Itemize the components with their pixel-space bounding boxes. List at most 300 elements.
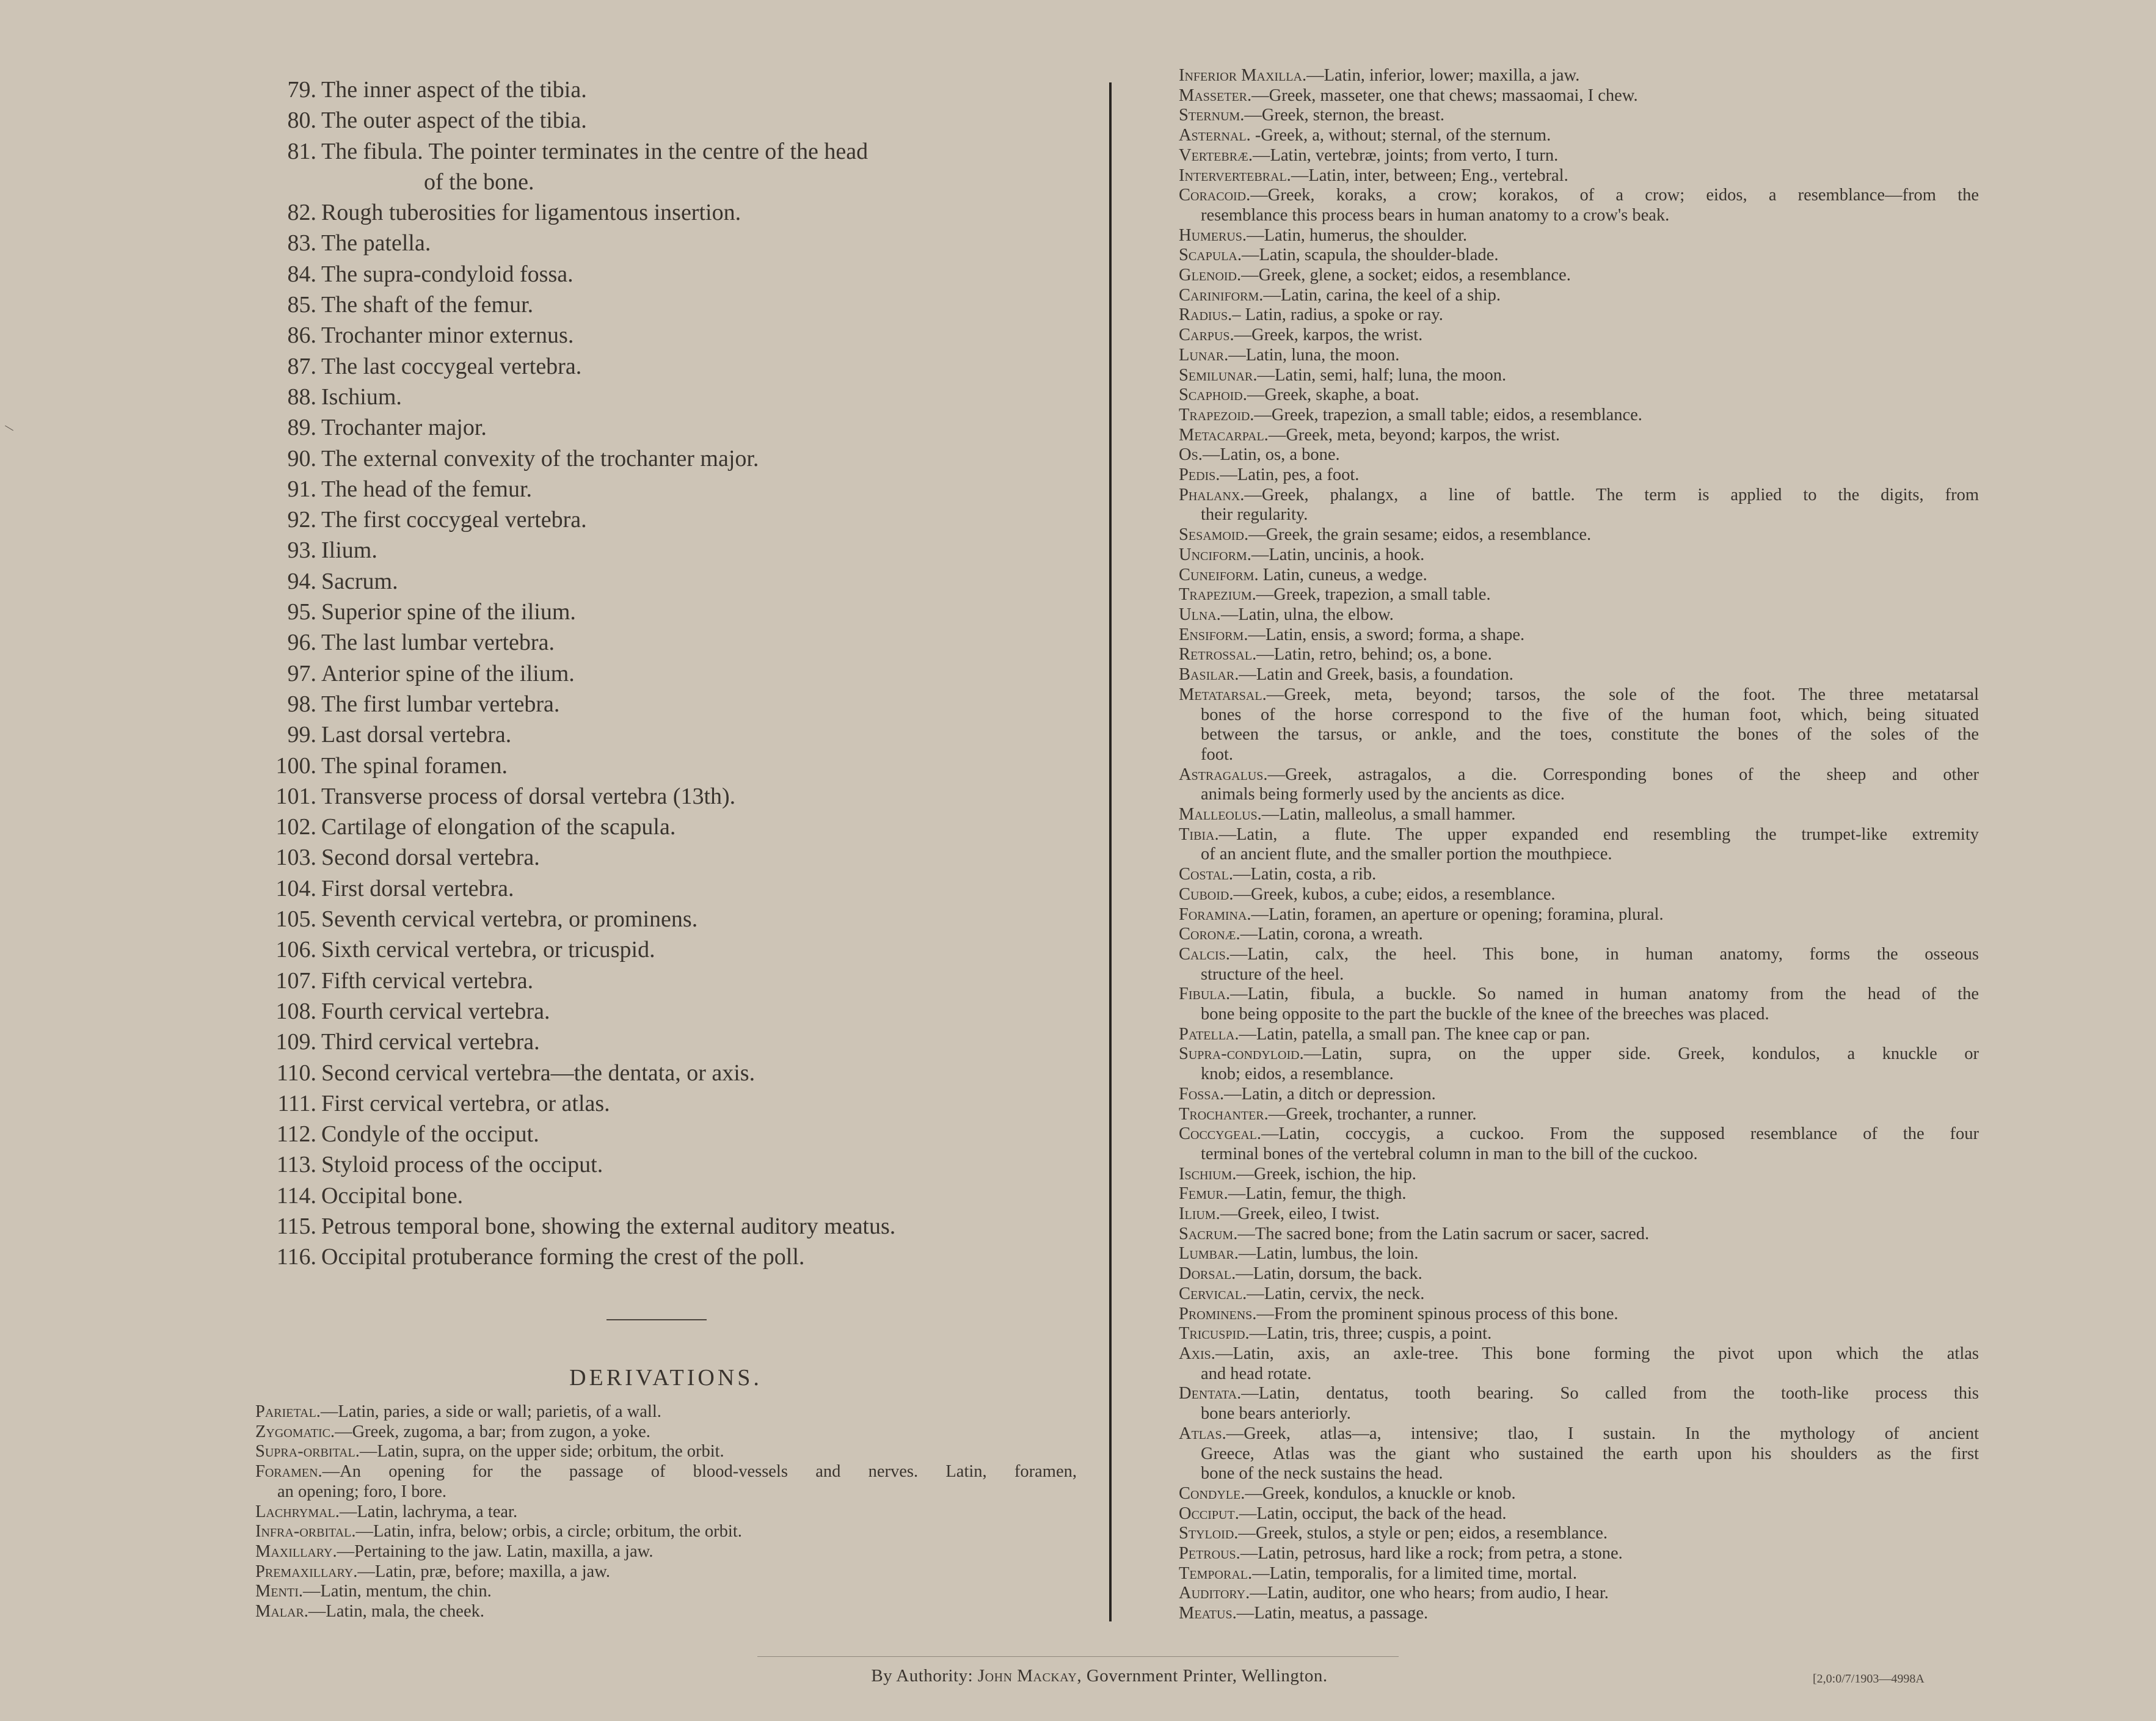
- list-item-number: 80.: [287, 107, 316, 134]
- numbered-list: [238, 75, 1105, 1273]
- list-item: [238, 996, 1105, 1027]
- derivation-entry: [1179, 1584, 1979, 1604]
- list-item-number: 91.: [287, 476, 316, 502]
- derivation-term: Atlas.: [1179, 1424, 1226, 1443]
- list-item: [238, 535, 1105, 566]
- derivation-line: [1179, 1444, 1979, 1464]
- list-item-text: Ischium.: [321, 384, 402, 410]
- derivation-entry: [1179, 765, 1979, 805]
- derivation-text: —Greek, sternon, the breast.: [1244, 106, 1445, 125]
- derivation-text: —Greek, phalangx, a line of battle. The term is applied to the digits, from: [1244, 485, 1979, 504]
- derivation-line: [1179, 146, 1979, 166]
- derivation-line: [1179, 765, 1979, 785]
- derivation-text: —Latin, lumbus, the loin.: [1238, 1244, 1419, 1264]
- derivation-line: [1179, 1025, 1979, 1045]
- derivation-term: Prominens.: [1179, 1304, 1257, 1323]
- derivation-term: Sternum.: [1179, 106, 1245, 125]
- derivation-term: Glenoid.: [1179, 266, 1242, 285]
- derivation-line: [1179, 645, 1979, 665]
- derivation-term: Radius.: [1179, 305, 1233, 325]
- derivation-line: [1179, 1424, 1979, 1444]
- printer-footer: [611, 1666, 1588, 1686]
- derivation-entry: [1179, 945, 1979, 984]
- list-item: [238, 658, 1105, 689]
- derivation-text: —Greek, ischion, the hip.: [1236, 1164, 1416, 1184]
- derivation-line: [1179, 1184, 1979, 1204]
- derivation-text: —Latin, femur, the thigh.: [1228, 1184, 1407, 1204]
- derivation-entry: [1179, 1324, 1979, 1344]
- derivation-line: [255, 1462, 1077, 1482]
- list-item: [238, 382, 1105, 412]
- derivation-line: [1179, 1244, 1979, 1264]
- derivation-entry: [1179, 366, 1979, 386]
- derivation-line: [1179, 705, 1979, 726]
- list-item-text: Condyle of the occiput.: [321, 1121, 539, 1148]
- derivation-line: [255, 1402, 1077, 1422]
- derivation-line: [255, 1582, 1077, 1602]
- list-item-number: 112.: [276, 1121, 316, 1148]
- derivation-term: Premaxillary.: [255, 1562, 358, 1581]
- section-divider: [606, 1319, 707, 1320]
- derivation-text: of an ancient flute, and the smaller portion the mouthpiece.: [1201, 845, 1612, 864]
- list-item: [238, 75, 1105, 105]
- stray-mark: \: [2, 421, 16, 435]
- derivation-term: Cuboid.: [1179, 884, 1234, 904]
- derivation-entry: [1179, 925, 1979, 945]
- derivation-text: —Greek, zugoma, a bar; from zugon, a yoke.: [335, 1422, 650, 1441]
- list-item-text: Cartilage of elongation of the scapula.: [321, 814, 676, 840]
- derivation-term: Cariniform.: [1179, 285, 1264, 305]
- list-item-number: 82.: [287, 200, 316, 226]
- derivation-term: Os.: [1179, 445, 1203, 465]
- derivation-text: —Latin, fibula, a buckle. So named in human anatomy from the head of the: [1230, 984, 1979, 1004]
- list-item-text: Second cervical vertebra—the dentata, or axis.: [321, 1060, 756, 1086]
- derivation-entry: [1179, 1025, 1979, 1045]
- list-item-text: The fibula. The pointer terminates in the centre of the head: [321, 138, 869, 164]
- derivation-line: [1179, 66, 1979, 86]
- list-item-number: 102.: [275, 814, 316, 840]
- derivation-text: —Latin, axis, an axle-tree. This bone forming the pivot upon which the atlas: [1215, 1344, 1979, 1363]
- list-item-number: 113.: [276, 1152, 316, 1178]
- derivation-line: [1179, 505, 1979, 525]
- derivation-entry: [1179, 266, 1979, 286]
- derivation-term: Calcis.: [1179, 944, 1230, 964]
- derivation-text: —Latin, dentatus, tooth bearing. So called from the tooth-like process this: [1241, 1384, 1979, 1403]
- derivation-line: [1179, 785, 1979, 805]
- derivation-text: —Greek, eileo, I twist.: [1220, 1204, 1380, 1224]
- list-item-number: 81.: [287, 138, 316, 164]
- derivation-text: structure of the heel.: [1201, 964, 1344, 984]
- derivation-term: Phalanx.: [1179, 485, 1245, 504]
- list-item-text: Third cervical vertebra.: [321, 1029, 540, 1055]
- list-item: [238, 320, 1105, 351]
- derivation-text: —Latin, præ, before; maxilla, a jaw.: [357, 1562, 611, 1581]
- list-item-number: 94.: [287, 568, 316, 594]
- derivation-line: [1179, 1364, 1979, 1384]
- list-item: [238, 228, 1105, 258]
- list-item-text: Anterior spine of the ilium.: [321, 660, 575, 686]
- derivation-text: —Latin, os, a bone.: [1202, 445, 1340, 465]
- derivation-line: [1179, 1224, 1979, 1245]
- derivation-term: Semilunar.: [1179, 365, 1258, 385]
- derivation-line: [1179, 305, 1979, 326]
- derivation-line: [1179, 166, 1979, 186]
- derivation-text: —Greek, stulos, a style or pen; eidos, a resemblance.: [1238, 1524, 1608, 1543]
- derivation-text: —Latin, lachryma, a tear.: [339, 1502, 518, 1521]
- derivation-line: [1179, 566, 1979, 586]
- derivation-entry: [1179, 426, 1979, 446]
- list-item-number: 100.: [275, 752, 316, 779]
- derivation-term: Lachrymal.: [255, 1502, 340, 1521]
- list-item: [238, 689, 1105, 719]
- derivation-line: [1179, 585, 1979, 605]
- derivation-line: [1179, 106, 1979, 126]
- derivation-line: [1179, 1344, 1979, 1364]
- derivation-entry: [1179, 445, 1979, 465]
- derivation-term: Supra-orbital.: [255, 1442, 360, 1461]
- derivation-entry: [1179, 166, 1979, 186]
- derivation-line: [1179, 905, 1979, 925]
- derivation-line: [1179, 186, 1979, 206]
- list-item-text: Occipital bone.: [321, 1182, 464, 1209]
- list-item: [238, 934, 1105, 965]
- derivation-line: [1179, 286, 1979, 306]
- derivation-line: [255, 1522, 1077, 1542]
- derivation-text: an opening; foro, I bore.: [277, 1482, 446, 1501]
- derivation-entry: [1179, 126, 1979, 146]
- derivation-entry: [255, 1582, 1077, 1602]
- derivation-entry: [1179, 585, 1979, 605]
- derivation-line: [1179, 126, 1979, 146]
- derivation-term: Ischium.: [1179, 1164, 1237, 1184]
- list-item-number: 116.: [276, 1244, 316, 1270]
- derivation-text: —Latin, supra, on the upper side. Greek, kondulos, a knuckle or: [1303, 1044, 1979, 1064]
- list-item-number: 88.: [287, 384, 316, 410]
- list-item-text: The patella.: [321, 230, 431, 257]
- list-item: [238, 781, 1105, 812]
- derivation-text: bone being opposite to the part the buckle of the knee of the breeches was placed.: [1201, 1005, 1769, 1024]
- derivation-text: —Greek, trapezion, a small table; eidos, a resemblance.: [1254, 405, 1642, 424]
- derivation-term: Sacrum.: [1179, 1224, 1238, 1243]
- derivation-line: [1179, 885, 1979, 905]
- list-item-text: First dorsal vertebra.: [321, 875, 514, 901]
- derivation-term: Inferior Maxilla.: [1179, 66, 1307, 85]
- derivation-entry: [1179, 1204, 1979, 1224]
- list-item-number: 97.: [287, 660, 316, 686]
- derivation-text: —Latin, pes, a foot.: [1220, 465, 1360, 485]
- derivation-line: [1179, 346, 1979, 366]
- derivation-term: Scaphoid.: [1179, 385, 1247, 405]
- derivation-line: [1179, 326, 1979, 346]
- derivation-text: —Latin, luna, the moon.: [1228, 345, 1400, 365]
- derivation-entry: [255, 1602, 1077, 1622]
- derivation-line: [255, 1482, 1077, 1502]
- list-item: [238, 443, 1105, 474]
- derivation-entry: [1179, 605, 1979, 625]
- derivation-term: Dorsal.: [1179, 1264, 1236, 1284]
- derivation-text: terminal bones of the vertebral column in man to the bill of the cuckoo.: [1201, 1144, 1698, 1163]
- derivation-term: Unciform.: [1179, 545, 1251, 564]
- derivation-entry: [255, 1502, 1077, 1523]
- derivation-line: [1179, 545, 1979, 566]
- derivation-text: knob; eidos, a resemblance.: [1201, 1064, 1394, 1084]
- list-item: [238, 351, 1105, 382]
- derivation-text: —Latin, occiput, the back of the head.: [1239, 1504, 1507, 1523]
- derivation-text: —Latin, patella, a small pan. The knee cap or pan.: [1239, 1024, 1590, 1044]
- derivation-term: Malleolus.: [1179, 805, 1262, 824]
- derivation-text: —Latin, scapula, the shoulder-blade.: [1242, 246, 1499, 265]
- derivation-entry: [1179, 146, 1979, 166]
- list-item-number: 85.: [287, 292, 316, 318]
- derivation-text: —Latin, temporalis, for a limited time, mortal.: [1252, 1563, 1577, 1583]
- derivation-text: —Latin, infra, below; orbis, a circle; orbitum, the orbit.: [355, 1522, 742, 1541]
- derivation-term: Humerus.: [1179, 225, 1247, 245]
- derivation-term: Foramina.: [1179, 904, 1251, 924]
- derivation-text: —Latin, ulna, the elbow.: [1220, 605, 1394, 624]
- derivation-text: —Latin and Greek, basis, a foundation.: [1239, 665, 1513, 685]
- derivation-line: [1179, 965, 1979, 985]
- derivation-line: [1179, 1564, 1979, 1584]
- derivation-line: [1179, 1165, 1979, 1185]
- list-item-text: The first coccygeal vertebra.: [321, 507, 587, 533]
- list-item-text: Seventh cervical vertebra, or prominens.: [321, 906, 698, 933]
- derivation-text: —Greek, the grain sesame; eidos, a resemblance.: [1248, 525, 1592, 545]
- derivation-term: Coccygeal.: [1179, 1124, 1262, 1144]
- list-item-number: 107.: [275, 967, 316, 994]
- derivation-entry: [255, 1522, 1077, 1542]
- derivation-line: [1179, 486, 1979, 506]
- list-item: [238, 1027, 1105, 1057]
- derivation-term: Scapula.: [1179, 246, 1242, 265]
- derivation-term: Masseter.: [1179, 86, 1252, 105]
- derivation-text: —Latin, malleolus, a small hammer.: [1261, 805, 1516, 824]
- derivation-text: —Latin, costa, a rib.: [1233, 865, 1377, 884]
- derivation-text: – Latin, radius, a spoke or ray.: [1232, 305, 1443, 325]
- derivation-entry: [1179, 625, 1979, 646]
- derivation-line: [1179, 465, 1979, 486]
- derivation-entry: [255, 1542, 1077, 1562]
- derivation-line: [1179, 1264, 1979, 1284]
- derivation-term: Ensiform.: [1179, 625, 1248, 644]
- derivation-entry: [1179, 825, 1979, 865]
- list-item-text: The external convexity of the trochanter major.: [321, 445, 759, 471]
- derivation-line: [255, 1422, 1077, 1443]
- derivation-text: —Latin, coccygis, a cuckoo. From the supposed resemblance of the four: [1261, 1124, 1979, 1144]
- derivation-line: [1179, 725, 1979, 745]
- derivation-term: Vertebræ.: [1179, 145, 1253, 165]
- derivation-entry: [1179, 66, 1979, 86]
- derivation-line: [1179, 845, 1979, 865]
- derivation-entry: [1179, 1244, 1979, 1264]
- derivation-term: Trapezium.: [1179, 585, 1256, 605]
- derivation-term: Retrossal.: [1179, 645, 1257, 664]
- derivation-line: [1179, 1504, 1979, 1524]
- derivation-entry: [1179, 1544, 1979, 1564]
- derivation-entry: [1179, 1424, 1979, 1484]
- derivation-term: Supra-condyloid.: [1179, 1044, 1304, 1064]
- derivation-entry: [1179, 406, 1979, 426]
- derivation-term: Metatarsal.: [1179, 685, 1267, 704]
- derivation-term: Trochanter.: [1179, 1104, 1269, 1124]
- derivation-term: Basilar.: [1179, 665, 1239, 685]
- derivation-term: Zygomatic.: [255, 1422, 335, 1441]
- derivation-entry: [1179, 346, 1979, 366]
- derivation-text: —Greek, trochanter, a runner.: [1268, 1104, 1477, 1124]
- derivation-line: [1179, 805, 1979, 825]
- derivation-term: Fossa.: [1179, 1084, 1225, 1104]
- list-item-number: 96.: [287, 630, 316, 656]
- derivation-line: [255, 1602, 1077, 1622]
- derivation-text: —Greek, koraks, a crow; korakos, of a crow; eidos, a resemblance—from the: [1250, 186, 1979, 205]
- derivation-entry: [1179, 86, 1979, 106]
- list-item: [238, 259, 1105, 289]
- derivation-line: [1179, 665, 1979, 685]
- list-item: [238, 504, 1105, 535]
- derivation-entry: [1179, 385, 1979, 406]
- derivation-entry: [1179, 645, 1979, 665]
- list-item-text: Last dorsal vertebra.: [321, 722, 512, 748]
- derivation-text: -Greek, a, without; sternal, of the sternum.: [1250, 126, 1551, 145]
- derivation-text: Greece, Atlas was the giant who sustained the earth upon his shoulders as the first: [1201, 1444, 1979, 1463]
- list-item-number: 79.: [287, 77, 316, 103]
- list-item-text: Occipital protuberance forming the crest of the poll.: [321, 1244, 805, 1270]
- list-item-text: The last coccygeal vertebra.: [321, 353, 582, 379]
- list-item-number: 111.: [277, 1090, 316, 1116]
- derivation-term: Malar.: [255, 1602, 308, 1621]
- derivation-term: Coronæ.: [1179, 925, 1240, 944]
- derivation-line: [1179, 1284, 1979, 1304]
- derivation-term: Foramen.: [255, 1462, 322, 1482]
- derivation-line: [1179, 685, 1979, 705]
- derivation-term: Cuneiform.: [1179, 565, 1259, 584]
- derivation-term: Dentata.: [1179, 1384, 1242, 1403]
- derivation-text: —Latin, vertebræ, joints; from verto, I turn.: [1252, 145, 1559, 165]
- derivation-entry: [1179, 685, 1979, 765]
- derivation-line: [1179, 525, 1979, 545]
- derivation-text: Latin, cuneus, a wedge.: [1258, 565, 1427, 584]
- derivation-line: [1179, 605, 1979, 625]
- derivation-entry: [1179, 1604, 1979, 1624]
- list-item: [238, 1211, 1105, 1242]
- derivation-line: [1179, 86, 1979, 106]
- derivation-entry: [1179, 525, 1979, 545]
- list-item-text: The inner aspect of the tibia.: [321, 77, 587, 103]
- derivation-entry: [1179, 984, 1979, 1024]
- list-item-number: 106.: [275, 937, 316, 963]
- derivation-text: —Latin, meatus, a passage.: [1236, 1604, 1429, 1623]
- derivation-entry: [1179, 106, 1979, 126]
- list-item: [238, 136, 1105, 198]
- derivation-term: Tricuspid.: [1179, 1324, 1250, 1344]
- list-item: [238, 719, 1105, 750]
- derivation-term: Sesamoid.: [1179, 525, 1249, 545]
- list-item: [238, 1058, 1105, 1088]
- derivation-line: [255, 1502, 1077, 1523]
- list-item: [238, 812, 1105, 842]
- list-item: [238, 597, 1105, 627]
- derivation-text: —Latin, auditor, one who hears; from audio, I hear.: [1250, 1584, 1609, 1603]
- column-divider: [1109, 82, 1112, 1621]
- list-item-text: Second dorsal vertebra.: [321, 845, 540, 871]
- derivation-entry: [1179, 1124, 1979, 1164]
- derivation-term: Condyle.: [1179, 1483, 1245, 1503]
- list-item-text: The spinal foramen.: [321, 752, 508, 779]
- list-item-number: 99.: [287, 722, 316, 748]
- derivation-term: Infra-orbital.: [255, 1522, 356, 1541]
- list-item-text: Sacrum.: [321, 568, 398, 594]
- list-item: [238, 412, 1105, 443]
- derivation-term: Ulna.: [1179, 605, 1221, 624]
- derivation-term: Coracoid.: [1179, 186, 1251, 205]
- derivation-entry: [1179, 1524, 1979, 1544]
- derivation-entry: [1179, 1304, 1979, 1325]
- footer-printer-name: John Mackay: [977, 1666, 1077, 1686]
- derivation-line: [1179, 945, 1979, 965]
- derivation-text: —Latin, inferior, lower; maxilla, a jaw.: [1306, 66, 1580, 85]
- list-item-number: 83.: [287, 230, 316, 257]
- derivation-line: [1179, 1324, 1979, 1344]
- derivation-line: [255, 1562, 1077, 1582]
- derivation-line: [1179, 1064, 1979, 1085]
- list-item: [238, 904, 1105, 934]
- list-item-text: Sixth cervical vertebra, or tricuspid.: [321, 937, 655, 963]
- derivation-line: [1179, 366, 1979, 386]
- derivation-line: [1179, 865, 1979, 885]
- derivation-term: Petrous.: [1179, 1544, 1240, 1563]
- derivation-term: Meatus.: [1179, 1604, 1237, 1623]
- derivation-term: Lumbar.: [1179, 1244, 1239, 1264]
- list-item-number: 86.: [287, 322, 316, 349]
- list-item: [238, 474, 1105, 504]
- derivation-line: [1179, 1204, 1979, 1224]
- derivation-line: [1179, 1524, 1979, 1544]
- derivation-line: [1179, 246, 1979, 266]
- list-item-text: Trochanter minor externus.: [321, 322, 574, 349]
- derivation-term: Asternal.: [1179, 126, 1251, 145]
- list-item: [238, 1242, 1105, 1272]
- derivation-line: [1179, 1464, 1979, 1484]
- derivation-text: —Latin, carina, the keel of a ship.: [1263, 285, 1501, 305]
- list-item: [238, 627, 1105, 658]
- derivation-line: [255, 1442, 1077, 1462]
- derivation-line: [1179, 984, 1979, 1005]
- derivation-entry: [1179, 326, 1979, 346]
- print-code: [2,0:0/7/1903—4998A: [1813, 1672, 1925, 1686]
- list-item-text: The last lumbar vertebra.: [321, 630, 555, 656]
- derivation-text: —Pertaining to the jaw. Latin, maxilla, a jaw.: [337, 1541, 654, 1561]
- derivation-text: —Greek, trapezion, a small table.: [1256, 585, 1491, 605]
- derivation-text: —Greek, masseter, one that chews; massaomai, I chew.: [1251, 86, 1638, 105]
- derivation-line: [1179, 1404, 1979, 1424]
- list-item-number: 98.: [287, 691, 316, 717]
- derivation-line: [1179, 1005, 1979, 1025]
- derivation-entry: [255, 1402, 1077, 1422]
- list-item: [238, 842, 1105, 873]
- derivation-term: Occiput.: [1179, 1504, 1239, 1523]
- derivation-term: Tibia.: [1179, 824, 1219, 844]
- footer-rule: [757, 1656, 1399, 1657]
- list-item: [238, 1119, 1105, 1149]
- derivation-text: and head rotate.: [1201, 1364, 1312, 1383]
- list-item-number: 93.: [287, 537, 316, 564]
- derivation-text: resemblance this process bears in human anatomy to a crow's beak.: [1201, 205, 1670, 225]
- derivation-text: —Greek, meta, beyond; tarsos, the sole of the foot. The three metatarsal: [1266, 685, 1979, 704]
- derivation-entry: [1179, 1264, 1979, 1284]
- derivation-text: between the tarsus, or ankle, and the toes, constitute the bones of the soles of the: [1201, 725, 1979, 744]
- derivation-line: [1179, 925, 1979, 945]
- derivation-line: [1179, 1124, 1979, 1144]
- derivation-text: —Greek, kondulos, a knuckle or knob.: [1245, 1483, 1516, 1503]
